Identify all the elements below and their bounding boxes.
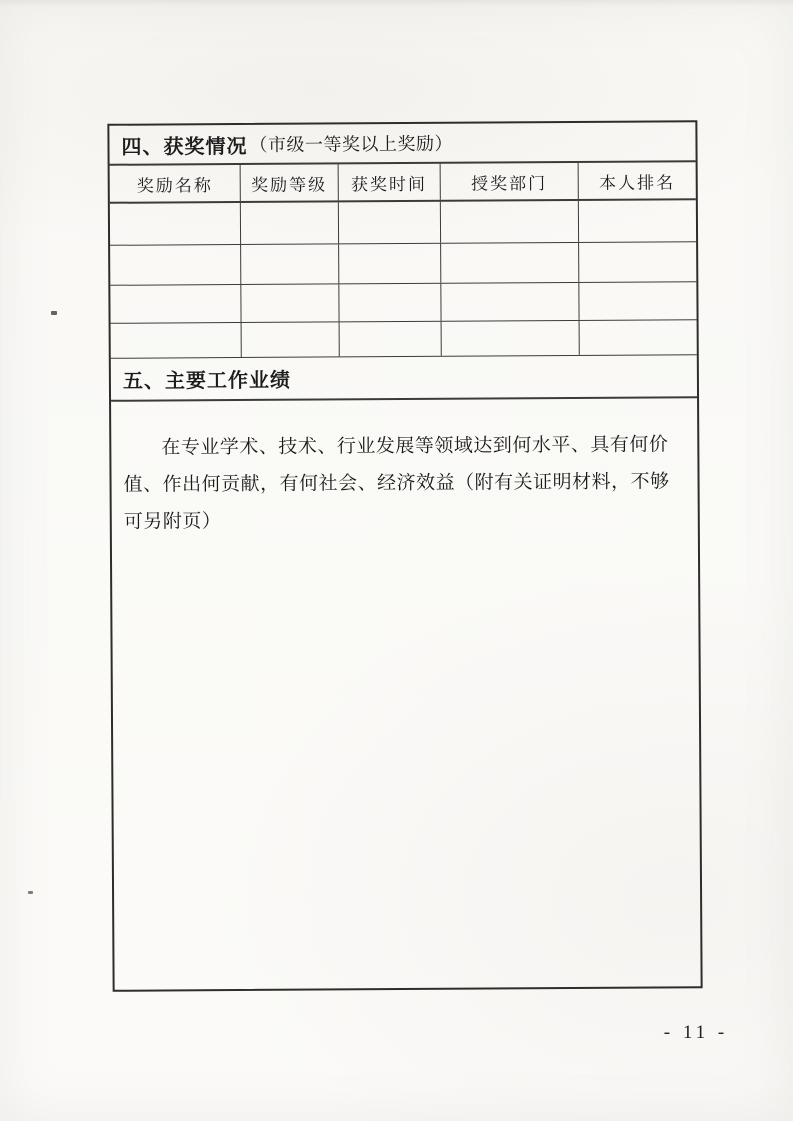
award-section-title-row [109, 122, 695, 166]
award-section-heading-note: （市级一等奖以上奖励） [249, 133, 454, 155]
page-number: - 11 - [663, 1022, 729, 1043]
scan-speck [51, 311, 57, 315]
table-cell [579, 242, 696, 282]
column-header-award-level: 奖励等级 [241, 164, 338, 201]
table-cell [441, 243, 579, 283]
award-section-heading: 四、获奖情况 [121, 133, 248, 159]
table-cell [241, 244, 339, 284]
work-section-heading: 五、主要工作业绩 [122, 367, 291, 393]
award-table-row [110, 282, 696, 324]
table-cell [441, 201, 579, 243]
table-cell [579, 200, 696, 242]
award-table-header-row [110, 162, 696, 204]
award-table-row [111, 320, 697, 359]
table-cell [579, 320, 696, 355]
column-header-awarding-department: 授奖部门 [441, 163, 579, 200]
table-cell [338, 202, 441, 244]
table-cell [339, 322, 442, 357]
column-header-award-name: 奖励名称 [110, 165, 241, 202]
table-cell [242, 322, 339, 357]
table-cell [110, 245, 241, 285]
work-section-title-row [111, 355, 697, 402]
scan-speck [28, 891, 33, 894]
award-table-row [110, 200, 696, 246]
table-cell [339, 244, 442, 284]
column-header-award-time: 获奖时间 [338, 164, 441, 201]
table-cell [241, 202, 339, 244]
table-cell [442, 321, 580, 356]
table-cell [441, 283, 579, 321]
table-cell [579, 282, 696, 320]
award-table-row [110, 242, 696, 286]
table-cell [242, 284, 339, 322]
table-cell [111, 323, 242, 358]
table-cell [339, 284, 442, 322]
work-section-body [111, 398, 701, 990]
form-area [107, 120, 702, 992]
table-cell [110, 285, 241, 323]
work-section-description: 在专业学术、技术、行业发展等领域达到何水平、具有何价值、作出何贡献，有何社会、经济效益（附有关证明材料，不够可另附页） [123, 434, 670, 533]
award-and-work-form [107, 120, 702, 992]
table-cell [110, 203, 241, 245]
column-header-personal-rank: 本人排名 [599, 172, 676, 193]
